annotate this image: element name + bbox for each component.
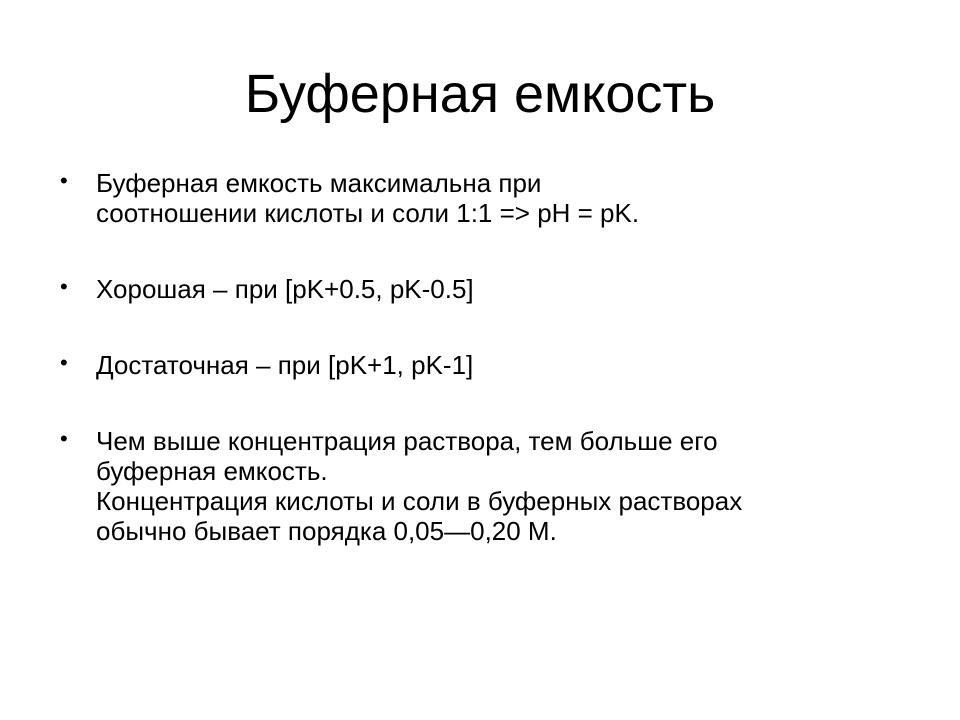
bullet-dot-icon: •	[60, 426, 68, 451]
bullet-text-line: Буферная емкость максимальна при	[96, 168, 542, 198]
bullet-text-line: Чем выше концентрация раствора, тем больше его	[96, 426, 718, 456]
bullet-list	[60, 168, 920, 546]
bullet-item	[60, 168, 920, 228]
bullet-item	[60, 426, 920, 546]
bullet-text-line: Хорошая – при [pK+0.5, pK-0.5]	[96, 274, 474, 304]
bullet-item	[60, 274, 920, 304]
bullet-dot-icon: •	[60, 350, 68, 375]
bullet-text-line: буферная емкость.	[96, 456, 328, 486]
bullet-text-line: обычно бывает порядка 0,05—0,20 М.	[96, 516, 557, 546]
bullet-text-line: Достаточная – при [pK+1, pK-1]	[96, 350, 474, 380]
bullet-dot-icon: •	[60, 274, 68, 299]
bullet-item	[60, 350, 920, 380]
bullet-text-line: соотношении кислоты и соли 1:1 => pH = pK.	[96, 198, 640, 228]
slide-title: Буферная емкость	[244, 64, 716, 124]
bullet-dot-icon: •	[60, 168, 68, 193]
bullet-text-line: Концентрация кислоты и соли в буферных растворах	[96, 486, 743, 516]
